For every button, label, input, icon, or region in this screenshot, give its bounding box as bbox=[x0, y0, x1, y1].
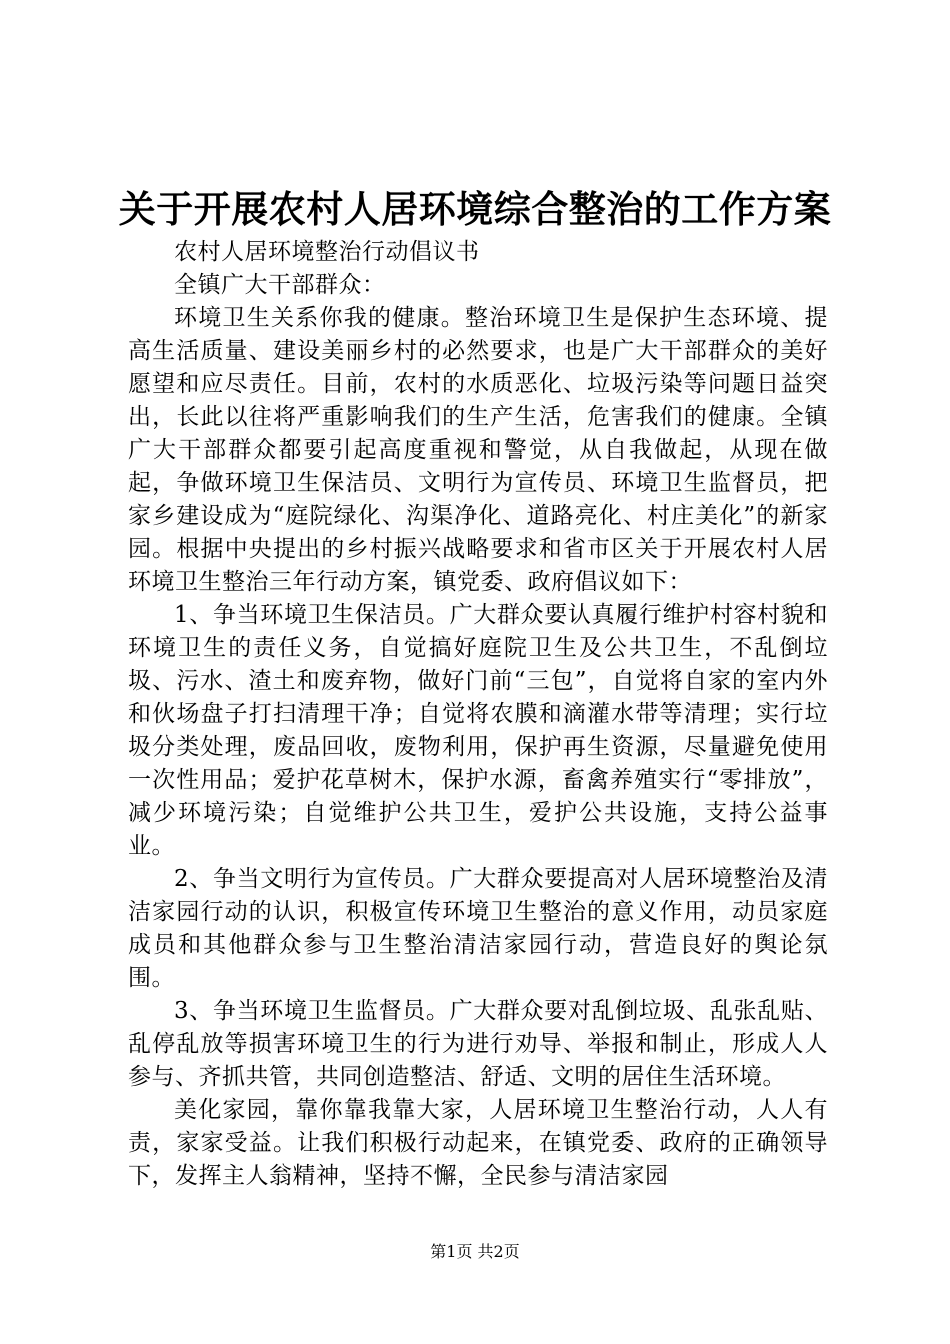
document-body bbox=[128, 236, 828, 1193]
page-number-footer: 第1页 共2页 bbox=[430, 1242, 520, 1261]
intro-paragraph: 环境卫生关系你我的健康。整治环境卫生是保护生态环境、提高生活质量、建设美丽乡村的必然要求，也是广大干部群众的美好愿望和应尽责任。目前，农村的水质恶化、垃圾污染等问题日益突出，长此以往将严重影响我们的生产生活，危害我们的健康。全镇广大干部群众都要引起高度重视和警觉，从自我做起，从现在做起，争做环境卫生保洁员、文明行为宣传员、环境卫生监督员，把家乡建设成为“庭院绿化、沟渠净化、道路亮化、村庄美化”的新家园。根据中央提出的乡村振兴战略要求和省市区关于开展农村人居环境卫生整治三年行动方案，镇党委、政府倡议如下： bbox=[128, 305, 828, 595]
salutation-paragraph: 全镇广大干部群众： bbox=[174, 272, 386, 298]
item-2-paragraph: 2、争当文明行为宣传员。广大群众要提高对人居环境整治及清洁家园行动的认识，积极宣传环境卫生整治的意义作用，动员家庭成员和其他群众参与卫生整治清洁家园行动，营造良好的舆论氛围。 bbox=[128, 866, 828, 991]
document-title: 关于开展农村人居环境综合整治的工作方案 bbox=[118, 187, 832, 231]
closing-paragraph: 美化家园，靠你靠我靠大家，人居环境卫生整治行动，人人有责，家家受益。让我们积极行动起来，在镇党委、政府的正确领导下，发挥主人翁精神，坚持不懈，全民参与清洁家园 bbox=[128, 1097, 828, 1189]
item-3-paragraph: 3、争当环境卫生监督员。广大群众要对乱倒垃圾、乱张乱贴、乱停乱放等损害环境卫生的行为进行劝导、举报和制止，形成人人参与、齐抓共管，共同创造整洁、舒适、文明的居住生活环境。 bbox=[128, 998, 828, 1090]
subtitle-paragraph: 农村人居环境整治行动倡议书 bbox=[174, 239, 480, 265]
item-1-paragraph: 1、争当环境卫生保洁员。广大群众要认真履行维护村容村貌和环境卫生的责任义务，自觉搞好庭院卫生及公共卫生，不乱倒垃圾、污水、渣土和废弃物，做好门前“三包”，自觉将自家的室内外和伙场盘子打扫清理干净；自觉将农膜和滴灌水带等清理；实行垃圾分类处理，废品回收，废物利用，保护再生资源，尽量避免使用一次性用品；爱护花草树木，保护水源，畜禽养殖实行“零排放”，减少环境污染；自觉维护公共卫生，爱护公共设施，支持公益事业。 bbox=[128, 602, 828, 859]
